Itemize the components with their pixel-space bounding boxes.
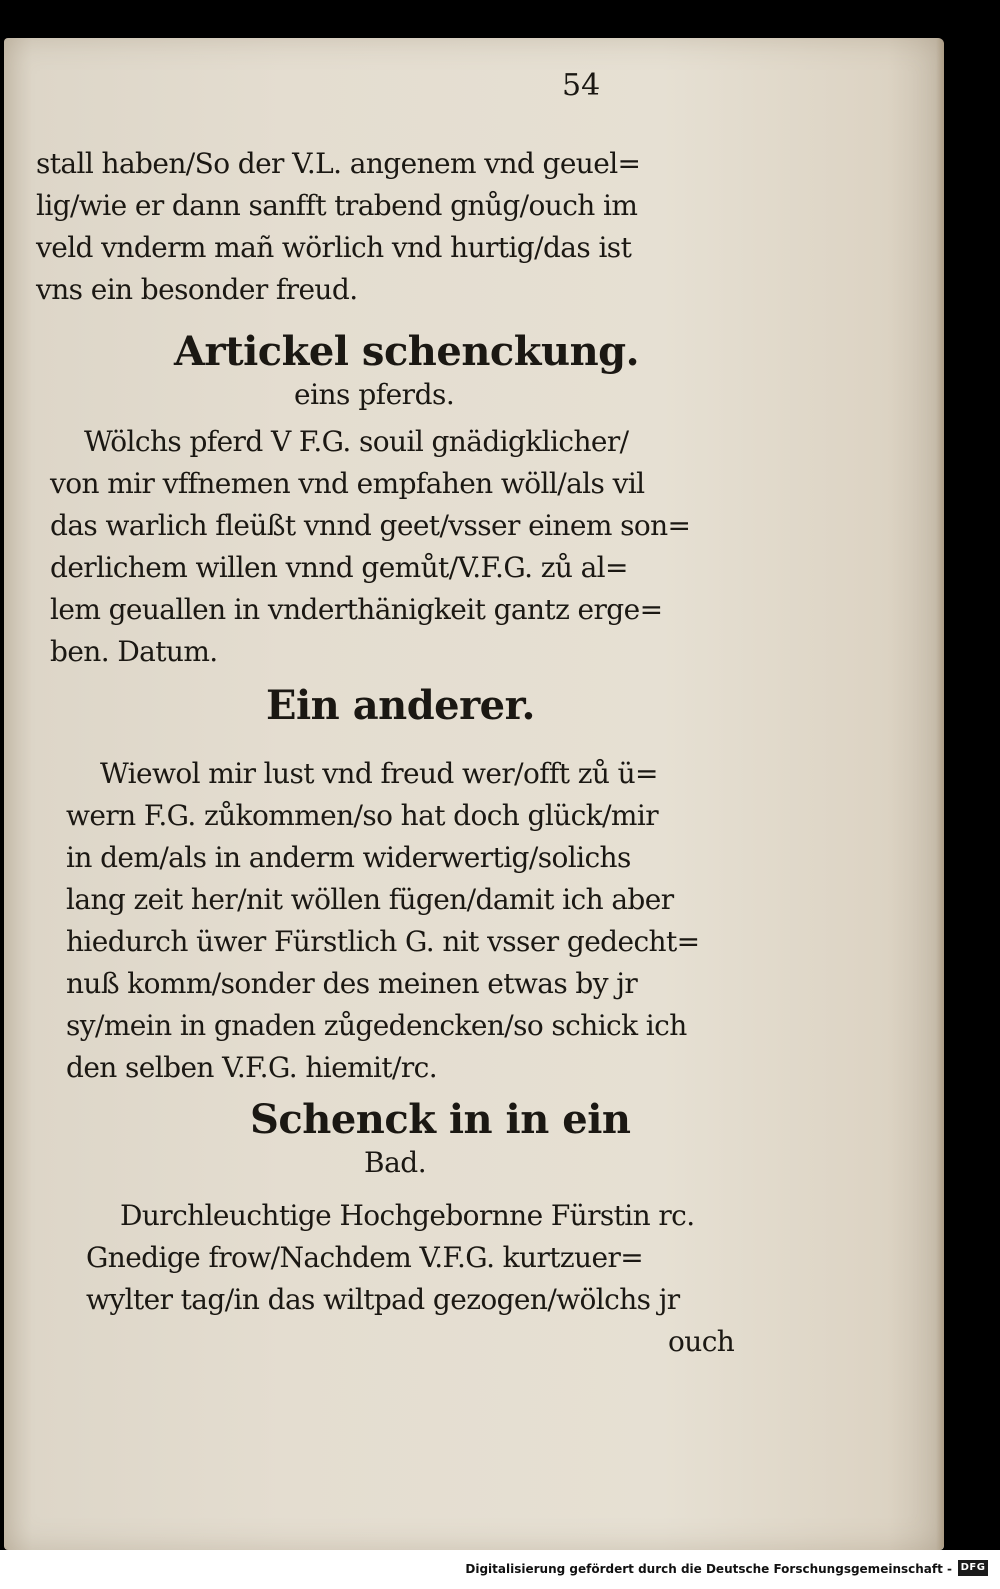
text-line: lang zeit her/nit wöllen fügen/damit ich aber	[66, 883, 674, 916]
catchword: ouch	[668, 1325, 735, 1358]
text-line: hiedurch üwer Fürstlich G. nit vsser gedecht=	[66, 925, 700, 958]
text-line: lig/wie er dann sanfft trabend gnůg/ouch im	[36, 189, 638, 222]
text-line: sy/mein in gnaden zůgedencken/so schick ich	[66, 1009, 687, 1042]
funding-credit: Digitalisierung gefördert durch die Deutsche Forschungsgemeinschaft -	[465, 1562, 952, 1576]
section-heading: Artickel schenckung.	[174, 328, 640, 375]
section-heading: Ein anderer.	[266, 682, 535, 729]
text-line: veld vnderm mañ wörlich vnd hurtig/das ist	[36, 231, 632, 264]
dfg-logo: DFG	[958, 1560, 988, 1576]
text-line: in dem/als in anderm widerwertig/solichs	[66, 841, 631, 874]
text-line: wern F.G. zůkommen/so hat doch glück/mir	[66, 799, 659, 832]
text-line: wylter tag/in das wiltpad gezogen/wölchs jr	[86, 1283, 680, 1316]
text-line: Wiewol mir lust vnd freud wer/offt zů ü=	[100, 757, 658, 790]
text-line: stall haben/So der V.L. angenem vnd geuel=	[36, 147, 641, 180]
book-page	[4, 38, 944, 1550]
text-line: lem geuallen in vnderthänigkeit gantz erge=	[50, 593, 663, 626]
text-line: derlichem willen vnnd gemůt/V.F.G. zů al=	[50, 551, 628, 584]
text-line: Gnedige frow/Nachdem V.F.G. kurtzuer=	[86, 1241, 644, 1274]
text-line: ben. Datum.	[50, 635, 218, 668]
digitization-footer	[0, 1550, 1000, 1589]
text-line: Wölchs pferd V F.G. souil gnädigklicher/	[84, 425, 629, 458]
section-heading: Schenck in in ein	[250, 1096, 631, 1143]
text-line: den selben V.F.G. hiemit/rc.	[66, 1051, 438, 1084]
text-line: das warlich fleüßt vnnd geet/vsser einem son=	[50, 509, 691, 542]
text-line: Durchleuchtige Hochgebornne Fürstin rc.	[120, 1199, 695, 1232]
text-line: von mir vffnemen vnd empfahen wöll/als vil	[50, 467, 645, 500]
section-subheading: eins pferds.	[294, 378, 455, 411]
page-edge	[936, 38, 944, 1550]
text-line: vns ein besonder freud.	[36, 273, 358, 306]
page-number: 54	[562, 68, 601, 103]
text-line: nuß komm/sonder des meinen etwas by jr	[66, 967, 638, 1000]
section-subheading: Bad.	[364, 1146, 427, 1179]
